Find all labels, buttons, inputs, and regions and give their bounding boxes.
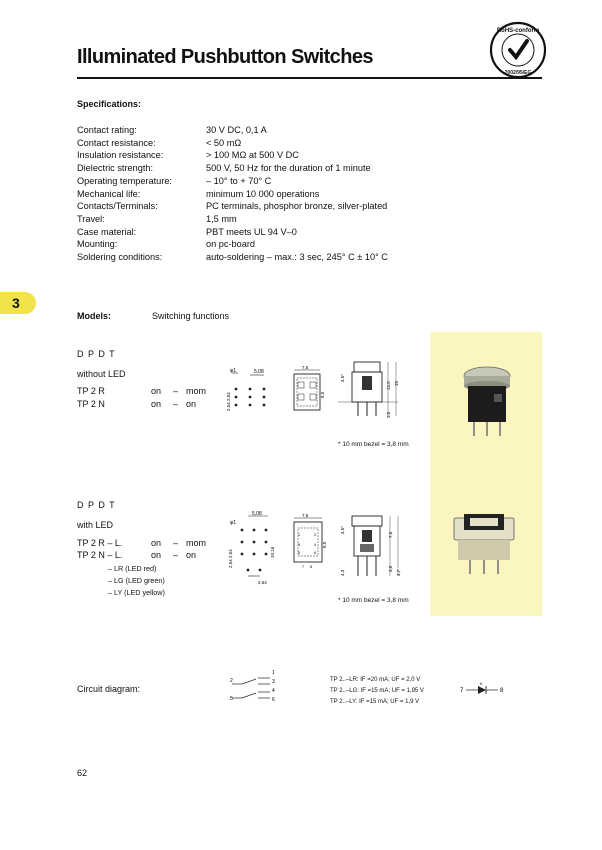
svg-text:12,5: 12,5 (386, 381, 391, 390)
svg-text:2,54 2,54: 2,54 2,54 (228, 549, 233, 568)
spec-value: PC terminals, phosphor bronze, silver-plated (206, 201, 388, 212)
svg-text:2,54: 2,54 (258, 580, 267, 585)
specs-heading: Specifications: (77, 99, 142, 109)
svg-text:5: 5 (230, 696, 233, 702)
page-number: 62 (77, 768, 88, 778)
led-option: – LR (LED red) (108, 564, 157, 573)
page-title: Illuminated Pushbutton Switches (77, 46, 373, 68)
led-options-list (108, 563, 165, 599)
switch-photo-square (448, 510, 520, 580)
g1-bezel-note: * 10 mm bezel = 3,8 mm (338, 441, 409, 448)
specs-values (206, 124, 536, 264)
spec-value: PBT meets UL 94 V–0 (206, 226, 297, 237)
g1-dash-n: – (173, 399, 179, 409)
models-heading: Models: (77, 311, 112, 321)
svg-text:7,5: 7,5 (302, 513, 309, 518)
spec-label: Case material: (77, 226, 137, 237)
g1-variant: without LED (77, 369, 126, 379)
spec-value: 30 V DC, 0,1 A (206, 125, 267, 135)
svg-text:2,54 2,54: 2,54 2,54 (226, 392, 231, 411)
spec-value: – 10° to + 70° C (206, 175, 272, 186)
g1-model-n: TP 2 N (77, 399, 105, 409)
g1-pos1-n: on (151, 399, 162, 409)
specs-labels (77, 124, 202, 264)
g2-top-view-drawing (286, 514, 330, 574)
g1-model-r: TP 2 R (77, 386, 105, 396)
led-spec-line: TP 2..–LG: IF =15 mA; UF = 1,95 V (330, 688, 424, 694)
svg-text:3,5: 3,5 (386, 411, 391, 418)
svg-text:4,5*: 4,5* (340, 525, 345, 534)
spec-value: 500 V, 50 Hz for the duration of 1 minute (206, 163, 371, 174)
spec-label: Dielectric strength: (77, 163, 154, 174)
g2-variant: with LED (77, 520, 114, 530)
svg-text:7: 7 (460, 688, 464, 694)
svg-text:6: 6 (314, 551, 317, 555)
svg-text:8,5: 8,5 (320, 391, 325, 398)
circuit-label: Circuit diagram: (77, 684, 141, 694)
svg-text:7,5: 7,5 (302, 365, 309, 370)
g2-bezel-note: * 10 mm bezel = 3,8 mm (338, 597, 409, 604)
led-spec-line: TP 2..–LY: IF =15 mA; UF = 1,9 V (330, 699, 420, 705)
circuit-switch-diagram (228, 668, 284, 708)
spec-value: < 50 mΩ (206, 137, 242, 148)
svg-text:7: 7 (302, 565, 305, 569)
spec-label: Contacts/Terminals: (77, 201, 158, 212)
seal-year-text: 2002/95/EG (504, 70, 532, 76)
spec-label: Mounting: (77, 239, 118, 250)
spec-label: Contact resistance: (77, 137, 156, 148)
spec-label: Insulation resistance: (77, 150, 164, 161)
svg-text:1: 1 (272, 670, 275, 676)
spec-label: Travel: (77, 213, 105, 224)
svg-text:5: 5 (298, 551, 301, 555)
g1-top-view-drawing (286, 366, 328, 414)
led-option: – LG (LED green) (108, 576, 165, 585)
g2-dash-r: – (173, 538, 179, 548)
spec-label: Mechanical life: (77, 188, 141, 199)
g2-model-n: TP 2 N – L. (77, 550, 123, 560)
spec-value: on pc-board (206, 239, 256, 250)
svg-text:7,5: 7,5 (388, 531, 393, 538)
svg-text:4,7: 4,7 (396, 569, 401, 576)
spec-value: 1,5 mm (206, 213, 237, 224)
g2-pos2-r: mom (186, 538, 206, 548)
svg-text:5,08: 5,08 (254, 369, 264, 375)
g2-side-view-drawing (338, 510, 410, 590)
section-tab: 3 (0, 292, 36, 314)
led-specs (330, 675, 424, 708)
svg-text:2: 2 (314, 533, 317, 537)
g1-type: D P D T (77, 349, 116, 359)
g2-dash-n: – (173, 550, 179, 560)
g1-side-view-drawing (338, 356, 408, 426)
spec-label: Soldering conditions: (77, 252, 163, 263)
svg-text:3,5: 3,5 (388, 565, 393, 572)
spec-value: auto-soldering – max.: 3 sec, 245° C ± 10° C (206, 252, 388, 263)
g1-pos2-n: on (186, 399, 197, 409)
g2-type: D P D T (77, 500, 116, 510)
g1-pos1-r: on (151, 386, 162, 396)
svg-text:1: 1 (298, 533, 301, 537)
svg-text:3: 3 (272, 679, 275, 685)
spec-value: minimum 10 000 operations (206, 188, 320, 199)
svg-text:3: 3 (298, 543, 301, 547)
models-subheading: Switching functions (152, 311, 230, 321)
spec-label: Contact rating: (77, 125, 137, 135)
svg-text:4: 4 (314, 543, 317, 547)
g2-model-r: TP 2 R – L. (77, 538, 123, 548)
svg-text:10,16: 10,16 (270, 546, 275, 558)
rohs-seal-icon (488, 20, 548, 80)
svg-text:4: 4 (272, 688, 275, 694)
svg-text:φ1: φ1 (230, 368, 237, 374)
led-option: – LY (LED yellow) (108, 588, 165, 597)
svg-text:5,08: 5,08 (252, 511, 262, 517)
switch-photo-round (454, 362, 520, 442)
title-rule (77, 77, 542, 79)
svg-text:φ1: φ1 (230, 520, 237, 526)
spec-label: Operating temperature: (77, 175, 172, 186)
g2-pos1-n: on (151, 550, 162, 560)
g2-pos2-n: on (186, 550, 197, 560)
svg-text:K: K (480, 681, 483, 686)
svg-text:8: 8 (310, 565, 313, 569)
svg-text:15: 15 (394, 380, 399, 386)
spec-value: > 100 MΩ at 500 V DC (206, 150, 299, 161)
g1-pcb-layout-drawing (228, 363, 276, 415)
led-diode-icon (458, 680, 510, 698)
g1-pos2-r: mom (186, 386, 206, 396)
g2-pcb-layout-drawing (228, 508, 280, 588)
svg-text:8: 8 (500, 688, 504, 694)
g1-dash-r: – (173, 386, 179, 396)
led-spec-line: TP 2..–LR: IF =20 mA; UF = 2,0 V (330, 677, 421, 683)
seal-top-text: RoHS-conform (496, 28, 540, 34)
svg-text:8,5: 8,5 (322, 541, 327, 548)
svg-text:4,5*: 4,5* (340, 373, 345, 382)
svg-text:6: 6 (272, 697, 275, 703)
svg-text:2: 2 (230, 678, 233, 684)
svg-text:4,3: 4,3 (340, 569, 345, 576)
g2-pos1-r: on (151, 538, 162, 548)
